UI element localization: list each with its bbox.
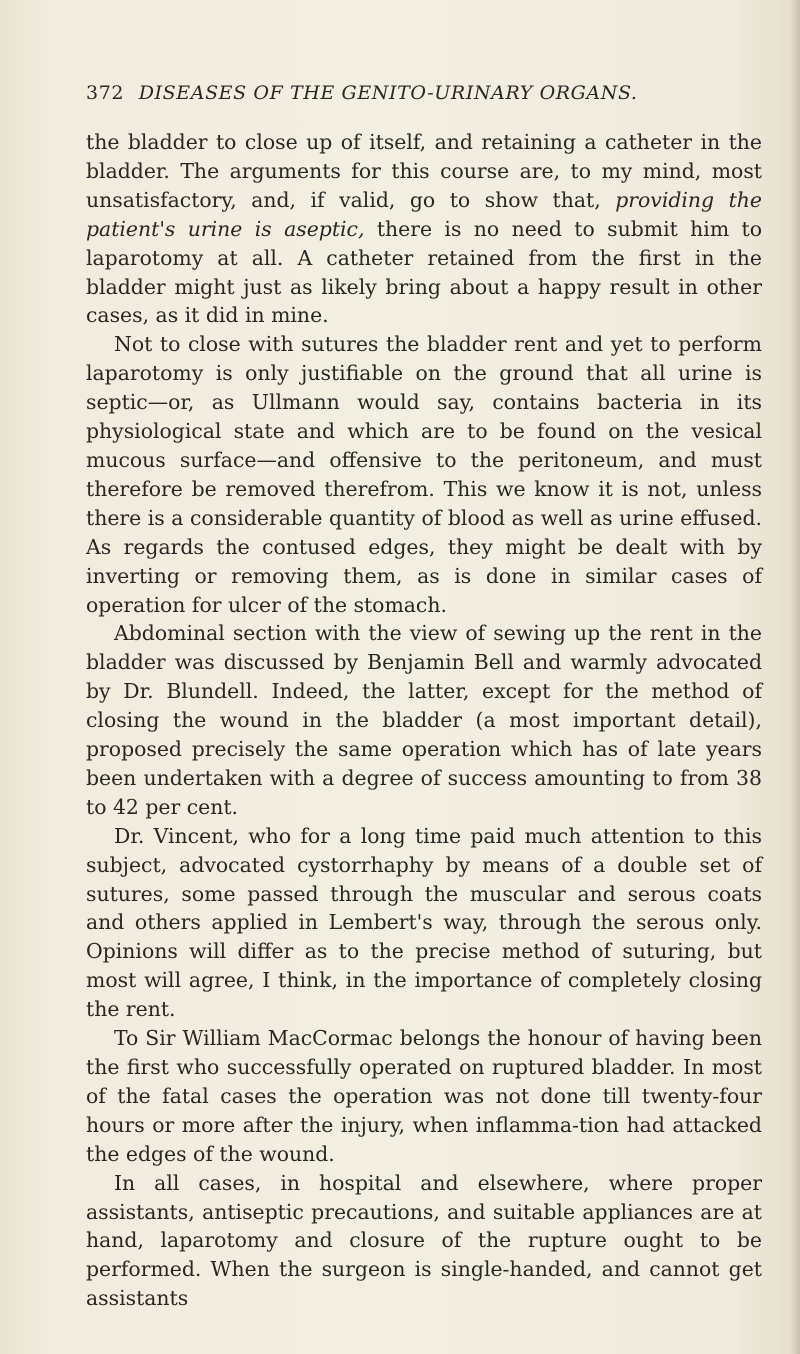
running-title: DISEASES OF THE GENITO-URINARY ORGANS. [138, 82, 638, 104]
paragraph-1-before: the bladder to close up of itself, and retaining a catheter in the bladder. The arguments for this course are, to my mind, most unsatisfactory, and, if valid, go to show that, [86, 130, 762, 212]
paragraph-3: Abdominal section with the view of sewing up the rent in the bladder was discussed by Benjamin Bell and warmly advocated by Dr. Blundell. Indeed, the latter, except for the method of closing the wound in the bladder (a most important detail), proposed precisely the same operation which has of late years been undertaken with a degree of success amounting to from 38 to 42 per cent. [86, 621, 762, 819]
paragraph-1-emphasis: providing the patient's urine is aseptic, [86, 187, 762, 241]
paragraph-1-after: there is no need to submit him to laparotomy at all. A catheter retained from the first in the bladder might just as likely bring about a happy result in other cases, as it did in mine. [86, 216, 763, 328]
page-edge-shadow [790, 0, 800, 1354]
paragraph-6: In all cases, in hospital and elsewhere, where proper assistants, antiseptic precautions, and suitable appliances are at hand, laparotomy and closure of the rupture ought to be performed. When the surgeon is single-handed, and cannot get assistants [86, 1170, 762, 1311]
page-number: 372 [86, 82, 125, 104]
paragraph-1 [86, 128, 762, 330]
paragraph-4: Dr. Vincent, who for a long time paid much attention to this subject, advocated cystorrhaphy by means of a double set of sutures, some passed through the muscular and serous coats and others applied in Lembert's way, through the serous only. Opinions will differ as to the precise method of suturing, but most will agree, I think, in the importance of completely closing the rent. [86, 823, 762, 1022]
body-text [86, 128, 762, 1313]
paragraph-2: Not to close with sutures the bladder rent and yet to perform laparotomy is only justifiable on the ground that all urine is septic—or, as Ullmann would say, contains bacteria in its physiological state and which are to be found on the vesical mucous surface—and offensive to the peritoneum, and must therefore be removed therefrom. This we know it is not, unless there is a considerable quantity of blood as well as urine effused. As regards the contused edges, they might be dealt with by inverting or removing them, as is done in similar cases of operation for ulcer of the stomach. [86, 332, 762, 617]
paragraph-5: To Sir William MacCormac belongs the honour of having been the first who successfully operated on ruptured bladder. In most of the fatal cases the operation was not done till twenty-four hours or more after the injury, when inflamma-tion had attacked the edges of the wound. [86, 1026, 762, 1166]
running-header [86, 82, 638, 104]
